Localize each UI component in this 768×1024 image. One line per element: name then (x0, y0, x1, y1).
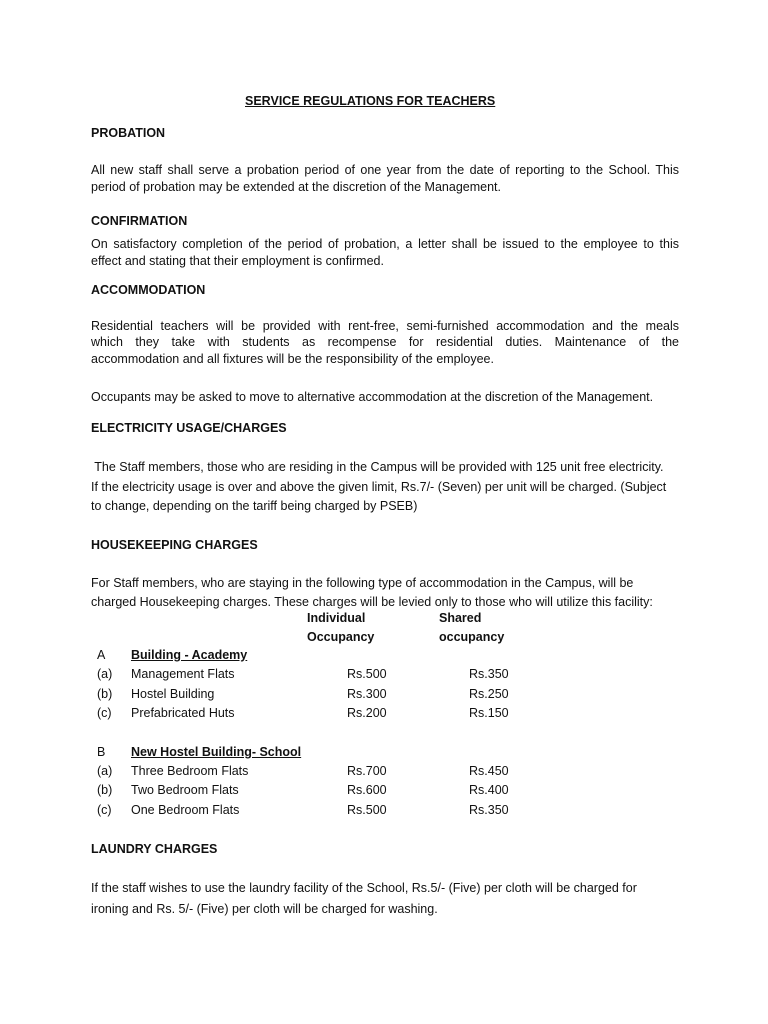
accommodation-line-2: which they take with students as recompense for residential duties. Maintenance of the (91, 335, 679, 349)
confirmation-line-2: effect and stating that their employment is confirmed. (91, 254, 384, 268)
table-row-label: Prefabricated Huts (131, 706, 235, 720)
table-row-individual: Rs.500 (347, 667, 387, 681)
table-row-idx: (a) (97, 764, 113, 778)
group-b-letter: B (97, 745, 106, 759)
table-row-label: Hostel Building (131, 687, 215, 701)
electricity-line-2: If the electricity usage is over and above the given limit, Rs.7/- (Seven) per unit will be charged. (Subject (91, 480, 667, 494)
table-row-label: Two Bedroom Flats (131, 783, 239, 797)
table-row-shared: Rs.400 (469, 783, 509, 797)
column-individual-line-2: Occupancy (307, 630, 375, 644)
laundry-line-2: ironing and Rs. 5/- (Five) per cloth will be charged for washing. (91, 902, 438, 916)
electricity-line-3: to change, depending on the tariff being charged by PSEB) (91, 499, 418, 513)
table-row-idx: (b) (97, 687, 113, 701)
table-row-shared: Rs.250 (469, 687, 509, 701)
accommodation-paragraph-2: Occupants may be asked to move to alternative accommodation at the discretion of the Management. (91, 390, 654, 404)
group-b-name: New Hostel Building- School (131, 745, 302, 759)
accommodation-heading: ACCOMMODATION (91, 283, 206, 297)
table-row-shared: Rs.350 (469, 803, 509, 817)
table-row-label: Management Flats (131, 667, 235, 681)
table-row-shared: Rs.450 (469, 764, 509, 778)
table-row-label: Three Bedroom Flats (131, 764, 249, 778)
electricity-line-1: The Staff members, those who are residing in the Campus will be provided with 125 unit free electricity. (91, 460, 664, 474)
table-row-individual: Rs.500 (347, 803, 387, 817)
table-row-individual: Rs.700 (347, 764, 387, 778)
table-row-idx: (c) (97, 803, 112, 817)
table-row-shared: Rs.150 (469, 706, 509, 720)
table-row-idx: (c) (97, 706, 112, 720)
table-row-shared: Rs.350 (469, 667, 509, 681)
probation-line-1: All new staff shall serve a probation period of one year from the date of reporting to the School. This (91, 163, 679, 177)
column-shared-line-1: Shared (439, 611, 482, 625)
document-title: SERVICE REGULATIONS FOR TEACHERS (245, 94, 496, 108)
group-a-letter: A (97, 648, 106, 662)
housekeeping-line-2: charged Housekeeping charges. These charges will be levied only to those who will utilize this facility: (91, 595, 653, 609)
housekeeping-line-1: For Staff members, who are staying in the following type of accommodation in the Campus, will be (91, 576, 634, 590)
table-row-idx: (a) (97, 667, 113, 681)
group-a-name: Building - Academy (131, 648, 248, 662)
confirmation-line-1: On satisfactory completion of the period of probation, a letter shall be issued to the employee to this (91, 237, 679, 251)
accommodation-line-1: Residential teachers will be provided with rent-free, semi-furnished accommodation and the meals (91, 319, 679, 333)
electricity-heading: ELECTRICITY USAGE/CHARGES (91, 421, 287, 435)
table-row-label: One Bedroom Flats (131, 803, 240, 817)
table-row-individual: Rs.300 (347, 687, 387, 701)
column-individual-line-1: Individual (307, 611, 366, 625)
housekeeping-heading: HOUSEKEEPING CHARGES (91, 538, 258, 552)
laundry-heading: LAUNDRY CHARGES (91, 842, 218, 856)
confirmation-heading: CONFIRMATION (91, 214, 188, 228)
probation-line-2: period of probation may be extended at the discretion of the Management. (91, 180, 501, 194)
accommodation-line-3: accommodation and all fixtures will be the responsibility of the employee. (91, 352, 494, 366)
laundry-line-1: If the staff wishes to use the laundry facility of the School, Rs.5/- (Five) per cloth will be charged for (91, 881, 637, 895)
table-row-individual: Rs.600 (347, 783, 387, 797)
table-row-individual: Rs.200 (347, 706, 387, 720)
probation-heading: PROBATION (91, 126, 166, 140)
column-shared-line-2: occupancy (439, 630, 505, 644)
table-row-idx: (b) (97, 783, 113, 797)
